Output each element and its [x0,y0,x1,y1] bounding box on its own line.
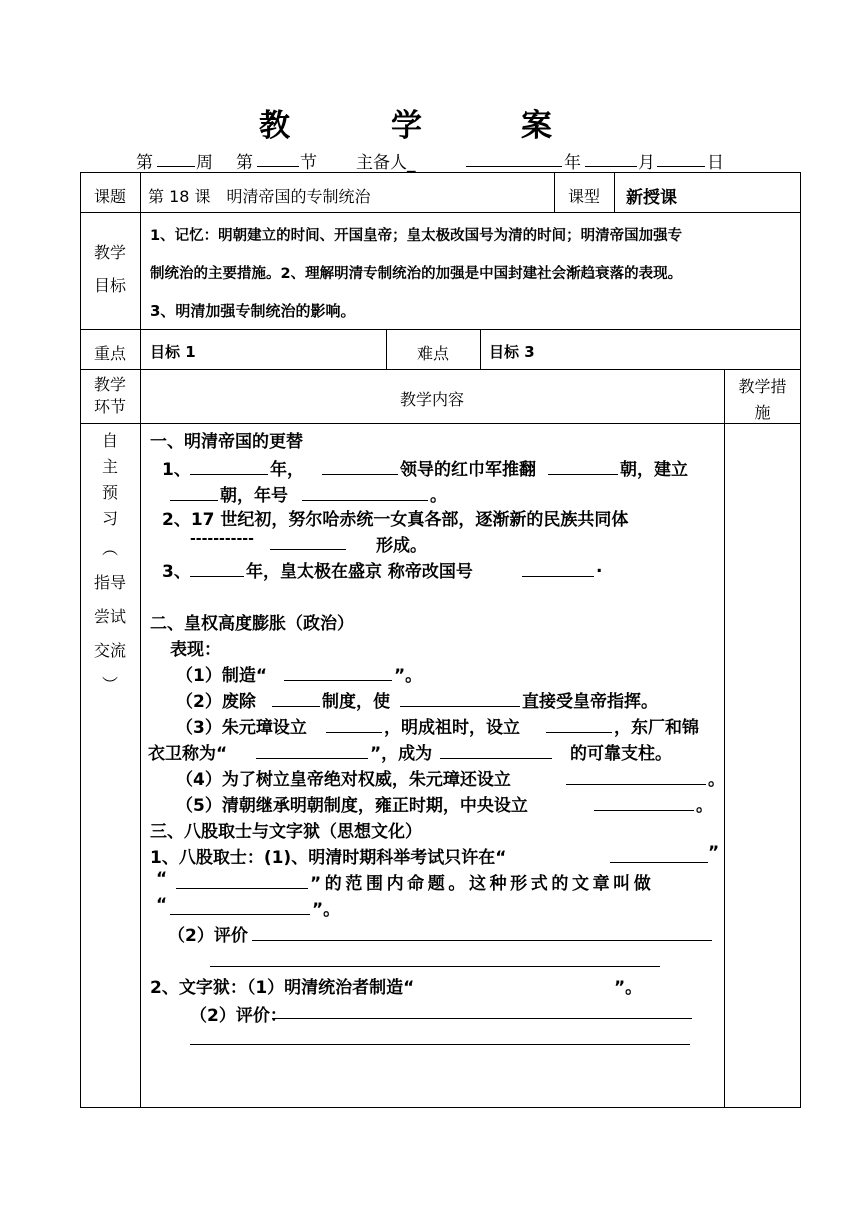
col-divider [724,369,725,1108]
measures-header-2: 施 [754,403,771,422]
answer-blank[interactable] [284,680,392,681]
goal-line: 1、记忆：明朝建立的时间、开国皇帝；皇太极改国号为清的时间；明清帝国加强专 [150,228,683,244]
question-text: 。 [430,486,447,506]
question-text: ”。 [614,978,643,998]
title-char: 案 [521,108,552,144]
answer-blank[interactable] [326,732,382,733]
month-label: 月 [638,153,655,173]
difficult-value: 目标 3 [489,343,535,361]
course-type-value: 新授课 [626,188,677,208]
answer-blank[interactable] [190,1044,690,1045]
answer-blank[interactable] [440,758,552,759]
question-text: 领导的红巾军推翻 [400,460,536,480]
question-text: ”。 [394,666,423,686]
row-divider [80,369,801,370]
question-text: ，东厂和锦 [614,718,699,738]
answer-blank[interactable] [548,474,618,475]
answer-blank[interactable] [322,474,398,475]
row-divider [80,423,801,424]
answer-blank[interactable] [522,576,594,577]
question-text: （2）评价： [190,1006,287,1026]
question-text: ” [708,843,720,863]
section-heading: 二、皇权高度膨胀（政治） [150,614,354,634]
question-text: （3）朱元璋设立 [176,718,307,738]
preparer-label: 主备人_ [356,153,416,173]
stage-char: 交流 [93,641,126,660]
question-text: 的可靠支柱。 [570,744,672,764]
stage-char: 尝试 [93,607,126,626]
question-text: 1、八股取士：(1)、明清时期科举考试只许在“ [150,848,507,868]
section-label: 节 [300,153,317,173]
key-label: 重点 [93,344,126,363]
question-text: 。 [696,796,713,816]
goals-label-1: 教学 [93,243,126,262]
goal-line: 3、明清加强专制统治的影响。 [150,302,356,320]
question-text: “ [156,869,168,889]
section-prefix: 第 [236,153,253,173]
key-value: 目标 1 [150,343,196,361]
week-label: 周 [196,153,213,173]
row-divider [80,329,801,330]
answer-blank[interactable] [210,966,660,967]
question-dashes: ----------- [190,531,254,547]
answer-blank[interactable] [566,784,706,785]
content-header: 教学内容 [399,390,464,409]
stage-header-1: 教学 [93,375,126,394]
question-number: 1、 [162,460,191,480]
stage-char: ︶ [101,675,118,694]
question-text: （4）为了树立皇帝绝对权威，朱元璋还设立 [176,770,511,790]
answer-blank[interactable] [272,1018,692,1019]
measures-header-1: 教学措 [738,377,787,396]
stage-char: 主 [101,457,118,476]
year-label: 年 [564,153,581,173]
col-divider [480,329,481,369]
subheading: 表现： [170,640,221,660]
section-blank[interactable] [257,148,299,167]
difficult-label: 难点 [416,344,449,363]
goals-label-2: 目标 [93,276,126,295]
week-prefix: 第 [136,153,153,173]
stage-char: 指导 [93,573,126,592]
section-heading: 三、八股取士与文字狱（思想文化） [150,822,422,842]
question-text: “ [156,895,168,915]
answer-blank[interactable] [546,732,612,733]
stage-char: 预 [101,483,118,502]
answer-blank[interactable] [256,758,368,759]
answer-blank[interactable] [272,706,320,707]
question-text: 年， [270,460,304,480]
question-text: ，明成祖时，设立 [384,718,520,738]
answer-blank[interactable] [252,940,712,941]
day-label: 日 [707,153,724,173]
course-label: 课题 [93,187,126,206]
course-value: 第 18 课 明清帝国的专制统治 [148,187,371,206]
question-text: 。 [708,770,725,790]
question-text: （2）评价 [168,926,248,946]
answer-blank[interactable] [400,706,520,707]
question-text: 直接受皇帝指挥。 [522,692,658,712]
week-blank[interactable] [157,148,195,167]
question-text: 形成。 [376,536,427,556]
question-number: 3、 [162,562,191,582]
day-blank[interactable] [657,148,705,167]
answer-blank[interactable] [190,576,244,577]
answer-blank[interactable] [170,500,218,501]
section-heading: 一、明清帝国的更替 [150,432,303,452]
goal-line: 制统治的主要措施。2、理解明清专制统治的加强是中国封建社会渐趋衰落的表现。 [150,266,683,282]
answer-blank[interactable] [302,500,428,501]
col-divider [140,172,141,1108]
answer-blank[interactable] [190,474,268,475]
row-divider [80,212,801,213]
question-text: 2、17 世纪初，努尔哈赤统一女真各部，逐渐新的民族共同体 [162,510,629,530]
year-blank[interactable] [466,148,562,167]
stage-char: ︵ [101,539,118,558]
question-text: 朝，建立 [620,460,688,480]
question-text: 衣卫称为“ [148,744,228,764]
question-text: 制度，使 [322,692,390,712]
question-text: ”，成为 [370,744,433,764]
question-text: 朝，年号 [220,486,288,506]
col-divider [614,172,615,212]
title-char: 教 [259,108,290,144]
answer-blank[interactable] [170,914,310,915]
answer-blank[interactable] [270,549,346,550]
answer-blank[interactable] [176,888,308,889]
question-text: （1）制造“ [176,666,268,686]
question-text: （5）清朝继承明朝制度，雍正时期，中央设立 [176,796,528,816]
question-text: ”。 [312,900,341,920]
question-text: （2）废除 [176,692,256,712]
answer-blank[interactable] [610,862,708,863]
question-text: 年，皇太极在盛京 称帝改国号 [246,562,473,582]
title-char: 学 [391,108,422,144]
meta-line [0,148,860,172]
stage-header-2: 环节 [93,397,126,416]
stage-char: 习 [101,509,118,528]
question-text: . [596,557,603,577]
question-text: 2、文字狱：（1）明清统治者制造“ [150,978,415,998]
question-text: ”的范围内命题。这种形式的文章叫做 [310,874,655,894]
month-blank[interactable] [585,148,637,167]
answer-blank[interactable] [594,810,694,811]
stage-char: 自 [101,431,118,450]
page-title [0,100,860,144]
course-type-label: 课型 [567,187,600,206]
